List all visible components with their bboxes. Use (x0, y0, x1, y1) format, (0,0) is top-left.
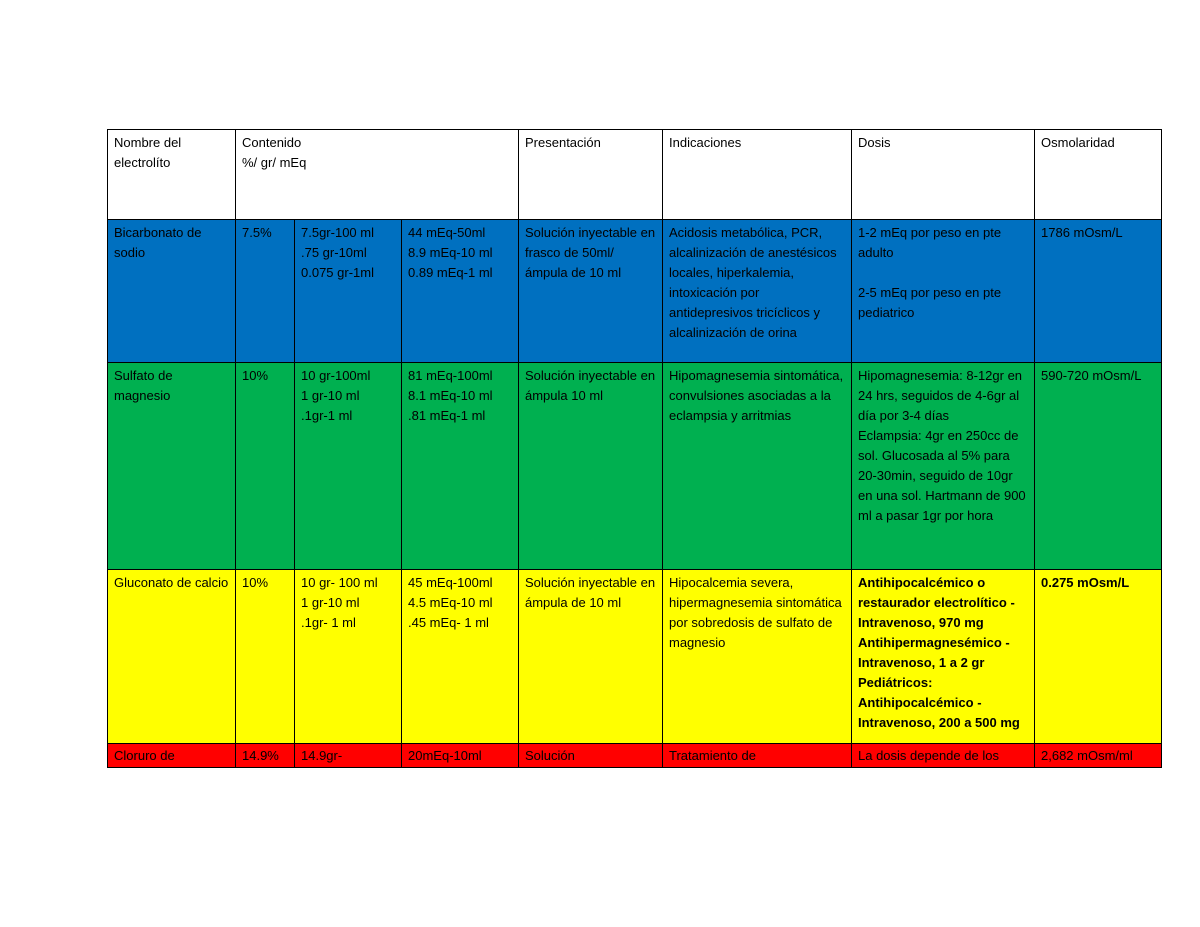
table-row (108, 570, 1162, 744)
cell-percent: 14.9% (236, 744, 295, 768)
cell-meq: 20mEq-10ml (402, 744, 519, 768)
cell-name: Gluconato de calcio (108, 570, 236, 744)
cell-grams: 7.5gr-100 ml .75 gr-10ml 0.075 gr-1ml (295, 220, 402, 363)
header-presentation: Presentación (519, 130, 663, 220)
cell-indications: Hipomagnesemia sintomática, convulsiones asociadas a la eclampsia y arritmias (663, 363, 852, 570)
cell-percent: 10% (236, 363, 295, 570)
cell-meq: 81 mEq-100ml 8.1 mEq-10 ml .81 mEq-1 ml (402, 363, 519, 570)
cell-grams: 10 gr- 100 ml 1 gr-10 ml .1gr- 1 ml (295, 570, 402, 744)
cell-presentation: Solución inyectable en frasco de 50ml/ámpula de 10 ml (519, 220, 663, 363)
header-name: Nombre del electrolíto (108, 130, 236, 220)
cell-name: Sulfato de magnesio (108, 363, 236, 570)
header-dose: Dosis (852, 130, 1035, 220)
header-indications: Indicaciones (663, 130, 852, 220)
cell-presentation: Solución inyectable en ámpula de 10 ml (519, 570, 663, 744)
cell-presentation: Solución inyectable en ámpula 10 ml (519, 363, 663, 570)
header-osmolarity: Osmolaridad (1035, 130, 1162, 220)
table-row (108, 744, 1162, 768)
cell-osmolarity: 590-720 mOsm/L (1035, 363, 1162, 570)
cell-presentation: Solución (519, 744, 663, 768)
cell-meq: 45 mEq-100ml 4.5 mEq-10 ml .45 mEq- 1 ml (402, 570, 519, 744)
cell-indications: Acidosis metabólica, PCR, alcalinización de anestésicos locales, hiperkalemia, intoxicación por antidepresivos tricíclicos y alcalinización de orina (663, 220, 852, 363)
cell-percent: 10% (236, 570, 295, 744)
cell-name: Cloruro de (108, 744, 236, 768)
cell-dose: 1-2 mEq por peso en pte adulto 2-5 mEq por peso en pte pediatrico (852, 220, 1035, 363)
table-row (108, 220, 1162, 363)
cell-name: Bicarbonato de sodio (108, 220, 236, 363)
electrolyte-table (107, 129, 1162, 768)
cell-indications: Tratamiento de (663, 744, 852, 768)
header-content: Contenido %/ gr/ mEq (236, 130, 519, 220)
cell-osmolarity: 0.275 mOsm/L (1035, 570, 1162, 744)
cell-indications: Hipocalcemia severa, hipermagnesemia sintomática por sobredosis de sulfato de magnesio (663, 570, 852, 744)
cell-dose: Hipomagnesemia: 8-12gr en 24 hrs, seguidos de 4-6gr al día por 3-4 días Eclampsia: 4gr en 250cc de sol. Glucosada al 5% para 20-30min, seguido de 10gr en una sol. Hartmann de 900 ml a pasar 1gr por hora (852, 363, 1035, 570)
cell-grams: 10 gr-100ml 1 gr-10 ml .1gr-1 ml (295, 363, 402, 570)
cell-dose: La dosis depende de los (852, 744, 1035, 768)
table-row (108, 363, 1162, 570)
cell-osmolarity: 1786 mOsm/L (1035, 220, 1162, 363)
header-row (108, 130, 1162, 220)
cell-percent: 7.5% (236, 220, 295, 363)
cell-grams: 14.9gr- (295, 744, 402, 768)
cell-dose: Antihipocalcémico o restaurador electrolítico - Intravenoso, 970 mg Antihipermagnesémico - Intravenoso, 1 a 2 gr Pediátricos: Antihipocalcémico - Intravenoso, 200 a 500 mg (852, 570, 1035, 744)
cell-meq: 44 mEq-50ml 8.9 mEq-10 ml 0.89 mEq-1 ml (402, 220, 519, 363)
cell-osmolarity: 2,682 mOsm/ml (1035, 744, 1162, 768)
